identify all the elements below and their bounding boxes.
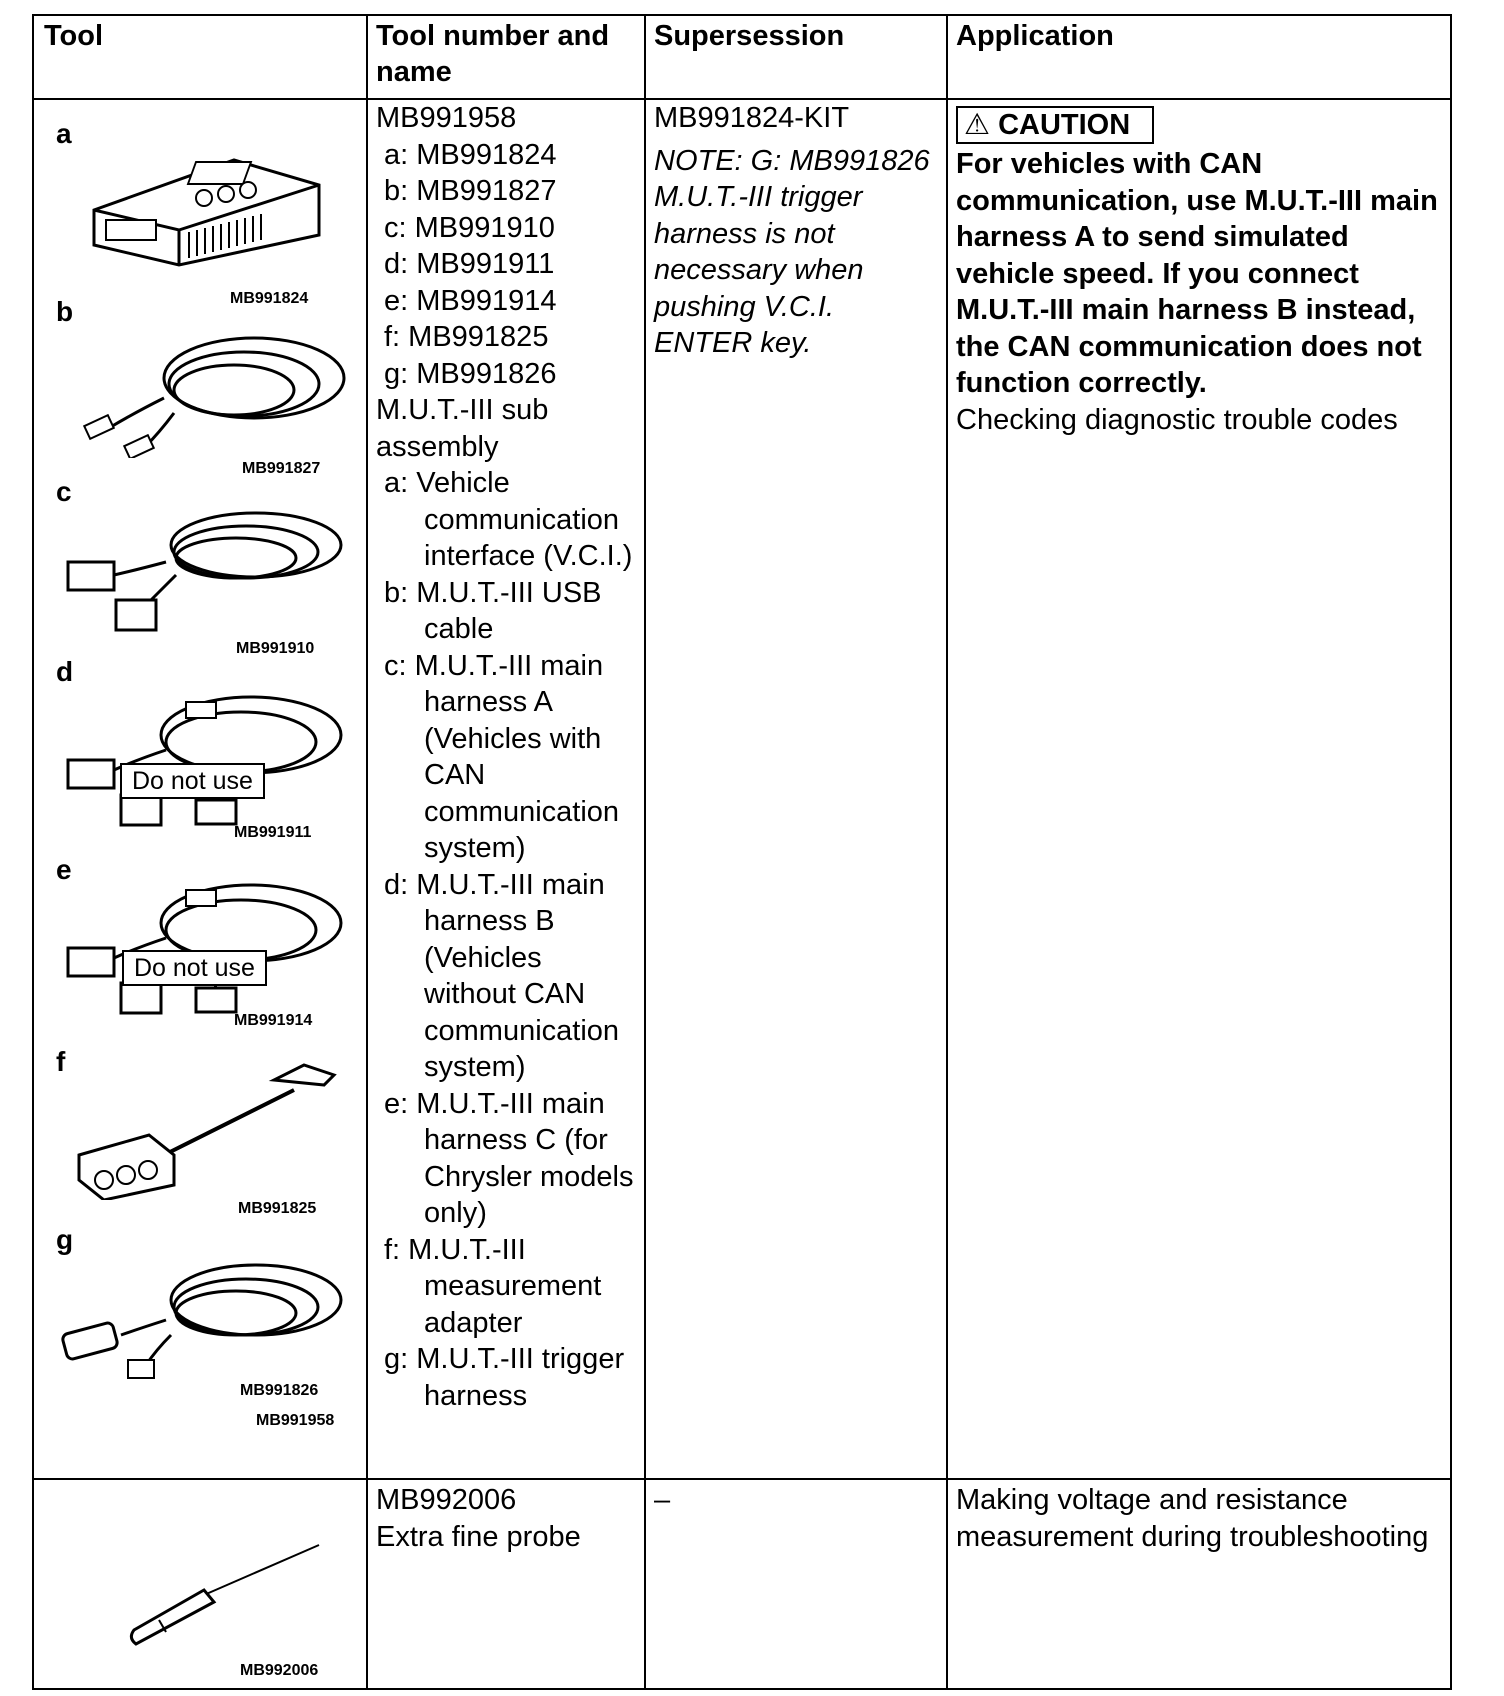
supersession-cell xyxy=(654,100,938,362)
component-name: f: M.U.T.-III measurement adapter xyxy=(384,1233,602,1339)
part-number-label: MB991958 xyxy=(256,1412,335,1429)
probe-supersession: – xyxy=(654,1484,671,1516)
tool-label-c: c xyxy=(56,476,72,507)
component-name: e: M.U.T.-III main harness C (for Chrysler models only) xyxy=(384,1087,634,1229)
component-number: a: MB991824 xyxy=(384,138,557,171)
caution-label: CAUTION xyxy=(998,109,1131,141)
tool-label-d: d xyxy=(56,656,74,687)
component-number: b: MB991827 xyxy=(384,175,557,207)
probe-number-name-cell xyxy=(376,1482,640,1555)
header-tool-number-name: Tool number and name xyxy=(376,20,610,88)
caution-badge xyxy=(956,106,1154,144)
probe-application: Making voltage and resistance measurement during troubleshooting xyxy=(956,1484,1429,1553)
measurement-adapter-icon xyxy=(74,1060,354,1200)
component-name: d: M.U.T.-III main harness B (Vehicles without CAN communication system) xyxy=(384,868,620,1083)
part-number-label: MB991826 xyxy=(240,1382,319,1399)
part-number-label: MB991827 xyxy=(242,460,321,477)
part-number-label: MB991911 xyxy=(234,824,312,841)
component-name: g: M.U.T.-III trigger harness xyxy=(384,1343,625,1412)
probe-name: Extra fine probe xyxy=(376,1520,581,1553)
do-not-use-label: Do not use xyxy=(120,763,265,799)
component-name: c: M.U.T.-III main harness A (Vehicles with CAN communication system) xyxy=(384,649,620,864)
part-number-label: MB991910 xyxy=(236,640,315,657)
probe-number: MB992006 xyxy=(376,1484,517,1516)
tool-label-g: g xyxy=(56,1224,74,1255)
main-harness-b-icon xyxy=(56,680,356,830)
do-not-use-label: Do not use xyxy=(122,950,267,986)
component-name: a: Vehicle communication interface (V.C.I.) xyxy=(384,467,633,572)
column-divider xyxy=(644,16,646,1688)
column-divider xyxy=(946,16,948,1688)
assembly-name: M.U.T.-III sub assembly xyxy=(376,394,549,463)
application-text: Checking diagnostic trouble codes xyxy=(956,403,1398,436)
main-harness-c-icon xyxy=(56,868,356,1018)
kit-number: MB991958 xyxy=(376,102,517,134)
probe-application-cell xyxy=(956,1482,1448,1555)
part-number-label: MB992006 xyxy=(240,1662,319,1679)
trigger-harness-icon xyxy=(56,1250,356,1390)
tool-illustrations-cell xyxy=(34,100,366,1478)
caution-text: For vehicles with CAN communication, use M.U.T.-III main harness A to send simulated vehicle speed. If you connect M.U.T.-III main harness B instead, the CAN communication does not function correctly. xyxy=(956,148,1438,399)
header-supersession: Supersession xyxy=(654,20,845,52)
part-number-label: MB991914 xyxy=(234,1012,313,1029)
header-application: Application xyxy=(956,20,1114,52)
vci-device-icon xyxy=(84,140,334,270)
usb-cable-icon xyxy=(64,318,354,458)
component-number: g: MB991826 xyxy=(384,357,557,390)
component-number: f: MB991825 xyxy=(384,321,549,353)
tool-label-a: a xyxy=(56,118,72,149)
probe-illustration-cell xyxy=(34,1480,366,1690)
header-tool: Tool xyxy=(44,20,104,52)
component-name: b: M.U.T.-III USB cable xyxy=(384,576,602,645)
supersession-note: NOTE: G: MB991826 M.U.T.-III trigger harness is not necessary when pushing V.C.I. ENTER key. xyxy=(654,144,930,359)
extra-fine-probe-icon xyxy=(124,1540,324,1650)
warning-triangle-icon: ⚠ xyxy=(964,109,990,141)
tool-label-e: e xyxy=(56,854,72,885)
supersession-kit: MB991824-KIT xyxy=(654,102,850,134)
tool-label-f: f xyxy=(56,1046,66,1077)
main-harness-a-icon xyxy=(56,500,356,640)
probe-supersession-cell xyxy=(654,1482,938,1519)
part-number-label: MB991824 xyxy=(230,290,309,307)
component-number: e: MB991914 xyxy=(384,284,557,317)
part-number-label: MB991825 xyxy=(238,1200,317,1217)
special-tools-table xyxy=(32,14,1452,1690)
tool-number-name-cell xyxy=(376,100,640,1414)
tool-label-b: b xyxy=(56,296,74,327)
component-number: d: MB991911 xyxy=(384,248,555,280)
component-number: c: MB991910 xyxy=(384,211,555,244)
column-divider xyxy=(366,16,368,1688)
application-cell xyxy=(956,106,1448,438)
